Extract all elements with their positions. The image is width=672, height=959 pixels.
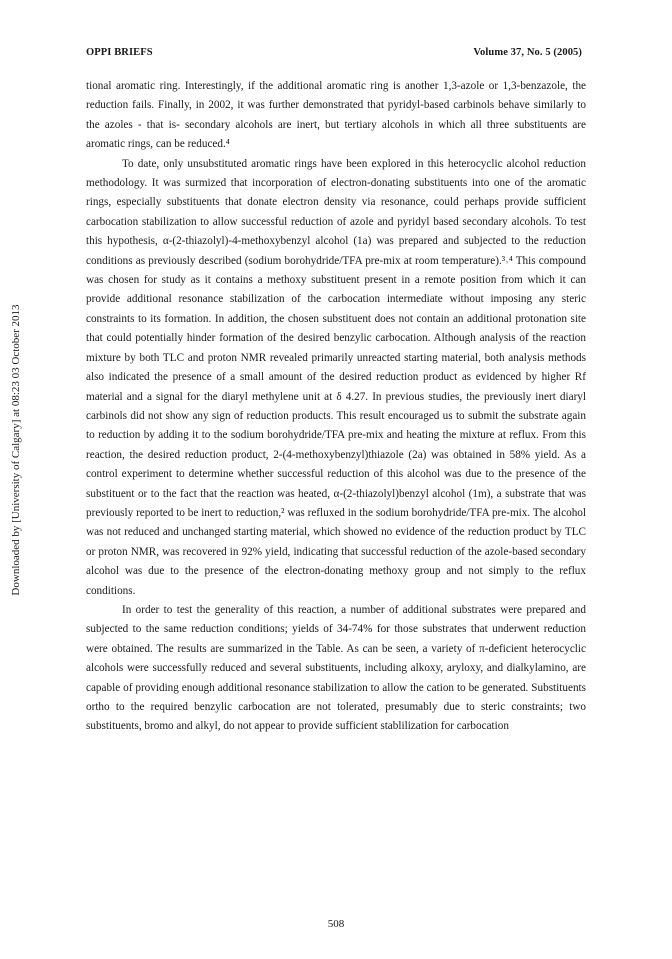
paragraph-1: tional aromatic ring. Interestingly, if the additional aromatic ring is another 1,3-azole or 1,3-benzazole, the reduction fails. Finally, in 2002, it was further demonstrated that pyridyl-based carbinols behave similarly to the azoles - that is- secondary alcohols are inert, but tertiary alcohols in which all three substituents are aromatic rings, can be reduced.⁴	[86, 80, 586, 151]
journal-section-header: OPPI BRIEFS	[86, 47, 153, 58]
download-watermark-text: Downloaded by [University of Calgary] at 08:23 03 October 2013	[10, 304, 22, 596]
paragraph-3: In order to test the generality of this reaction, a number of additional substrates were prepared and subjected to the same reduction conditions; yields of 34-74% for those substrates that underwent reduction were obtained. The results are summarized in the Table. As can be seen, a variety of π-deficient heterocyclic alcohols were successfully reduced and several substituents, including alkoxy, aryloxy, and dialkylamino, are capable of providing enough additional resonance stabilization to allow the cation to be generated. Substituents ortho to the required benzylic carbocation are not tolerated, presumably due to steric constraints; two substituents, bromo and alkyl, do not appear to provide sufficient stablilization for carbocation	[86, 603, 586, 733]
paragraph-2: To date, only unsubstituted aromatic rings have been explored in this heterocyclic alcohol reduction methodology. It was surmized that incorporation of electron-donating substituents into one of the aromatic rings, especially substituents that donate electron density via resonance, could perhaps provide sufficient carbocation stabilization to allow successful reduction of azole and pyridyl based secondary alcohols. To test this hypothesis, α-(2-thiazolyl)-4-methoxybenzyl alcohol (1a) was prepared and subjected to the reduction conditions as previously described (sodium borohydride/TFA pre-mix at room temperature).³˒⁴ This compound was chosen for study as it contains a methoxy substituent present in a remote position from which it can provide additional resonance stabilization of the carbocation intermediate without imposing any steric constraints to its formation. In addition, the chosen substituent does not contain an additional protonation site that could potentially hinder formation of the desired benzylic carbocation. Although analysis of the reaction mixture by both TLC and proton NMR revealed primarily unreacted starting material, both analysis methods also indicated the presence of a small amount of the desired reduction product as evidenced by higher Rf material and a signal for the diaryl methylene unit at δ 4.27. In previous studies, the previously inert diaryl carbinols did not show any sign of reduction products. This result encouraged us to submit the substrate again to reduction by adding it to the sodium borohydride/TFA pre-mix and heating the mixture at reflux. From this reaction, the desired reduction product, 2-(4-methoxybenzyl)thiazole (2a) was obtained in 58% yield. As a control experiment to determine whether successful reduction of this alcohol was due to the presence of the substituent or to the fact that the reaction was heated, α-(2-thiazolyl)benzyl alcohol (1m), a substrate that was previously reported to be inert to reduction,² was refluxed in the sodium borohydride/TFA pre-mix. The alcohol was not reduced and unchanged starting material, which showed no evidence of the reduction product by TLC or proton NMR, was recovered in 92% yield, indicating that successful reduction of the azole-based secondary alcohol was due to the presence of the electron-donating methoxy group and not simply to the reflux conditions.	[86, 157, 586, 597]
article-body	[86, 77, 586, 737]
volume-issue-header: Volume 37, No. 5 (2005)	[473, 47, 582, 58]
page-number: 508	[327, 918, 345, 930]
